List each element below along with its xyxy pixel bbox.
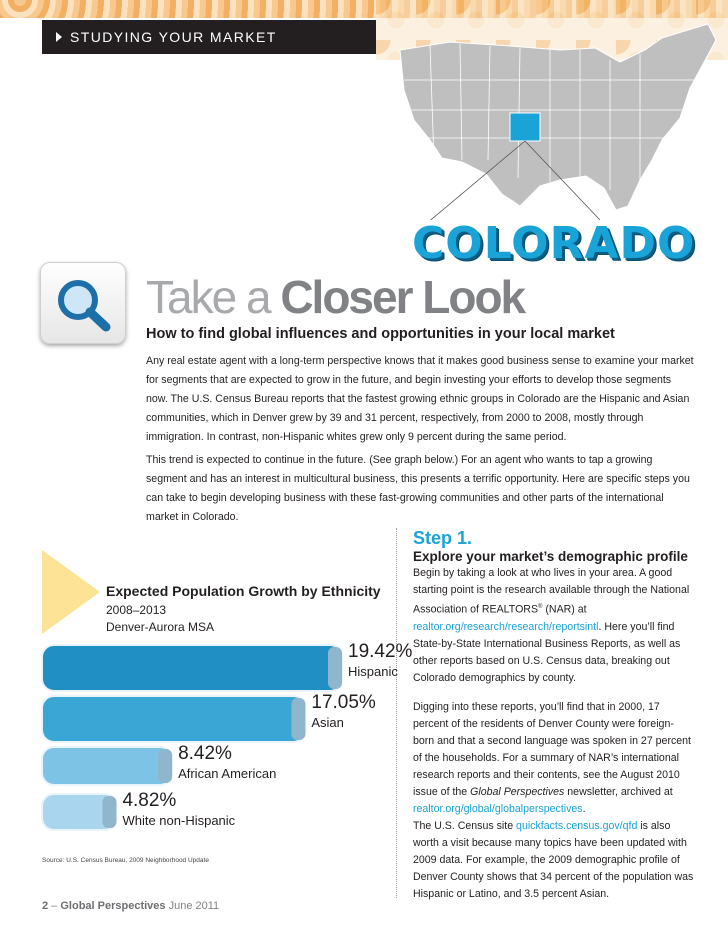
text-run: newsletter, archived at — [564, 786, 673, 798]
chart-subtitle-years: 2008–2013 — [106, 603, 167, 617]
bar-value-label: 17.05% — [311, 692, 376, 713]
issue-date: June 2011 — [165, 900, 220, 912]
section-header-bar — [42, 20, 376, 54]
section-title: STUDYING YOUR MARKET — [70, 29, 277, 45]
bar-category-label: African American — [178, 766, 277, 781]
page-footer — [42, 900, 219, 912]
bar-value-label: 4.82% — [122, 790, 177, 811]
bar-value-label: 19.42% — [348, 641, 413, 662]
text-run: The U.S. Census site — [413, 820, 517, 832]
text-run: . Here you’ll find State-by-State International Business Reports, as well as other reports based on U.S. Census data, breaking out Colorado demographics by county. — [413, 620, 681, 684]
chart-arrow-decoration — [42, 550, 100, 634]
step-subtitle: Explore your market’s demographic profile — [413, 549, 688, 564]
bar-african-american — [42, 747, 172, 785]
chart-source: Source: U.S. Census Bureau, 2009 Neighborhood Update — [42, 857, 209, 864]
column-divider — [396, 528, 397, 898]
text-run: (NAR) at — [542, 603, 587, 616]
text-run: . — [582, 803, 586, 815]
text-run: Digging into these reports, you’ll find that in 2000, 17 percent of the residents of Denver County were foreign-born and that a second language was spoken in 27 percent of the households. For a summary of NAR’s international research reports and their contents, see the August 2010 issue of the — [413, 701, 691, 798]
article-headline — [146, 272, 706, 322]
step-paragraph-1 — [413, 565, 695, 687]
nar-research-link[interactable]: realtor.org/research/research/reportsintl — [413, 620, 599, 633]
footer-separator: – — [48, 900, 61, 912]
text-run-italic: Global Perspectives — [470, 786, 565, 798]
step-title: Step 1. — [413, 528, 473, 548]
magnifier-icon — [40, 262, 126, 344]
bar-category-label: White non-Hispanic — [122, 813, 236, 828]
bar-category-label: Asian — [311, 715, 344, 730]
text-run: Begin by taking a look at who lives in your area. A good starting point is the research available through the National Association of REALTORS — [413, 567, 690, 616]
global-perspectives-link[interactable]: realtor.org/global/globalperspectives — [413, 803, 583, 815]
chart-subtitle-region: Denver-Aurora MSA — [106, 620, 215, 634]
colorado-label: COLORADO — [412, 218, 696, 269]
headline-bold: Closer Look — [280, 271, 525, 323]
article-paragraph-2: This trend is expected to continue in the future. (See graph below.) For an agent who wants to tap a growing segment and has an interest in multicultural business, this presents a terrific opportunity. Here are specific steps you can take to begin developing business with these fast-growing communities and other parts of the international market in Colorado. — [146, 454, 690, 523]
step-paragraph-2 — [413, 699, 695, 818]
registered-mark: ® — [538, 604, 543, 610]
bar-hispanic — [42, 645, 342, 691]
bar-white-non-hispanic — [42, 794, 116, 830]
arrow-right-icon — [56, 32, 62, 42]
article-subtitle: How to find global influences and opportunities in your local market — [146, 326, 615, 342]
bar-value-label: 8.42% — [178, 743, 232, 764]
bar-asian — [42, 696, 305, 742]
chart-title: Expected Population Growth by Ethnicity — [106, 583, 381, 599]
text-run: is also worth a visit because many topics have been updated with 2009 data. For example, the 2009 demographic profile of Denver County shows that 34 percent of the population was Hispanic or Latino, and 3.5 percent Asian. — [413, 820, 694, 900]
census-quickfacts-link[interactable]: quickfacts.census.gov/qfd — [516, 820, 638, 832]
step-paragraph-3 — [413, 818, 695, 903]
headline-light: Take a — [146, 271, 281, 323]
page-number: 2 — [42, 900, 49, 912]
us-map-image — [390, 10, 720, 220]
bar-category-label: Hispanic — [348, 664, 398, 679]
article-paragraph-1: Any real estate agent with a long-term perspective knows that it makes good business sense to examine your market for segments that are expected to grow in the future, and begin investing your efforts to develop those segments now. The U.S. Census Bureau reports that the fastest growing ethnic groups in Colorado are the Hispanic and Asian communities, which in Denver grew by 39 and 31 percent, respectively, from 2000 to 2008, mostly through immigration. In contrast, non-Hispanic whites grew only 9 percent during the same period. — [146, 355, 694, 443]
publication-name: Global Perspectives — [60, 900, 166, 912]
